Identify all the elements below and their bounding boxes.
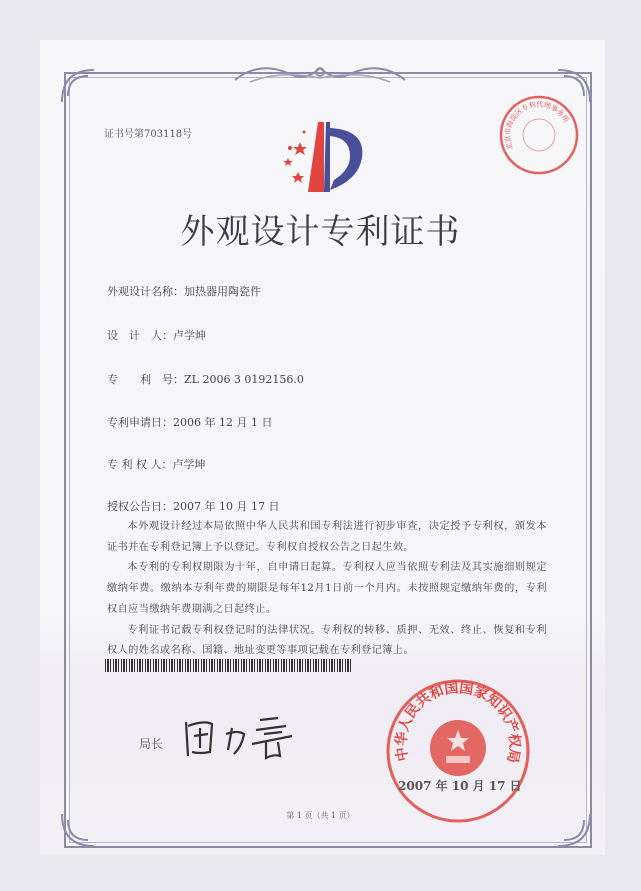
agency-seal-icon (498, 94, 580, 176)
field-value: 2006 年 12 月 1 日 (173, 416, 273, 429)
svg-text:中华人民共和国国家知识产权局: 中华人民共和国国家知识产权局 (393, 680, 523, 765)
paragraph: 本外观设计经过本局依照中华人民共和国专利法进行初步审查，决定授予专利权，颁发本证书并在专利登记簿上予以登记。专利权自授权公告之日起生效。 (107, 521, 547, 553)
director-label: 局长 (139, 737, 164, 751)
paragraph: 本专利的专利权期限为十年，自申请日起算。专利权人应当依照专利法及其实施细则规定缴纳年费。缴纳本专利年费的期限是每年12月1日前一个月内。未按照规定缴纳年费的，专利权自应当缴纳年费期满之日起终止。 (107, 562, 547, 615)
national-ip-office-seal-icon (383, 676, 533, 826)
certificate-body (107, 517, 547, 662)
field-value: ZL 2006 3 0192156.0 (184, 373, 304, 386)
field-value: 卢学坤 (172, 458, 206, 471)
field-value: 2007 年 10 月 17 日 (173, 500, 280, 513)
field-label: 外观设计名称： (107, 285, 184, 298)
issue-date: 2007 年 10 月 17 日 (398, 779, 522, 793)
field-label: 专利申请日： (107, 416, 173, 429)
field-patentee (107, 456, 206, 472)
small-seal-text: 北京市海淀区专利代理事务所 (503, 100, 571, 151)
field-label: 专 利 号： (107, 373, 184, 386)
field-label: 设 计 人： (107, 329, 173, 342)
page-number: 第 1 页（共 1 页） (286, 811, 355, 820)
field-value: 卢学坤 (173, 329, 206, 342)
field-value: 加热器用陶瓷件 (184, 285, 261, 298)
paragraph: 专利证书记载专利权登记时的法律状况。专利权的转移、质押、无效、终止、恢复和专利权人的姓名或名称、国籍、地址变更等事项记载在专利登记簿上。 (107, 624, 547, 657)
top-ornament-icon (230, 60, 410, 88)
field-designer (107, 327, 206, 343)
certificate-number: 证书号第703118号 (104, 129, 193, 140)
director-signature (182, 712, 302, 762)
field-application-date (107, 414, 272, 430)
corner-ornament-icon (58, 66, 98, 106)
patent-office-logo-icon (278, 120, 368, 195)
page-title: 外观设计专利证书 (180, 212, 461, 252)
field-patent-number (107, 371, 304, 387)
field-design-name (107, 283, 261, 299)
field-label: 授权公告日： (107, 500, 173, 513)
field-label: 专 利 权 人： (107, 458, 173, 471)
barcode (105, 659, 353, 672)
field-grant-date (107, 498, 279, 514)
